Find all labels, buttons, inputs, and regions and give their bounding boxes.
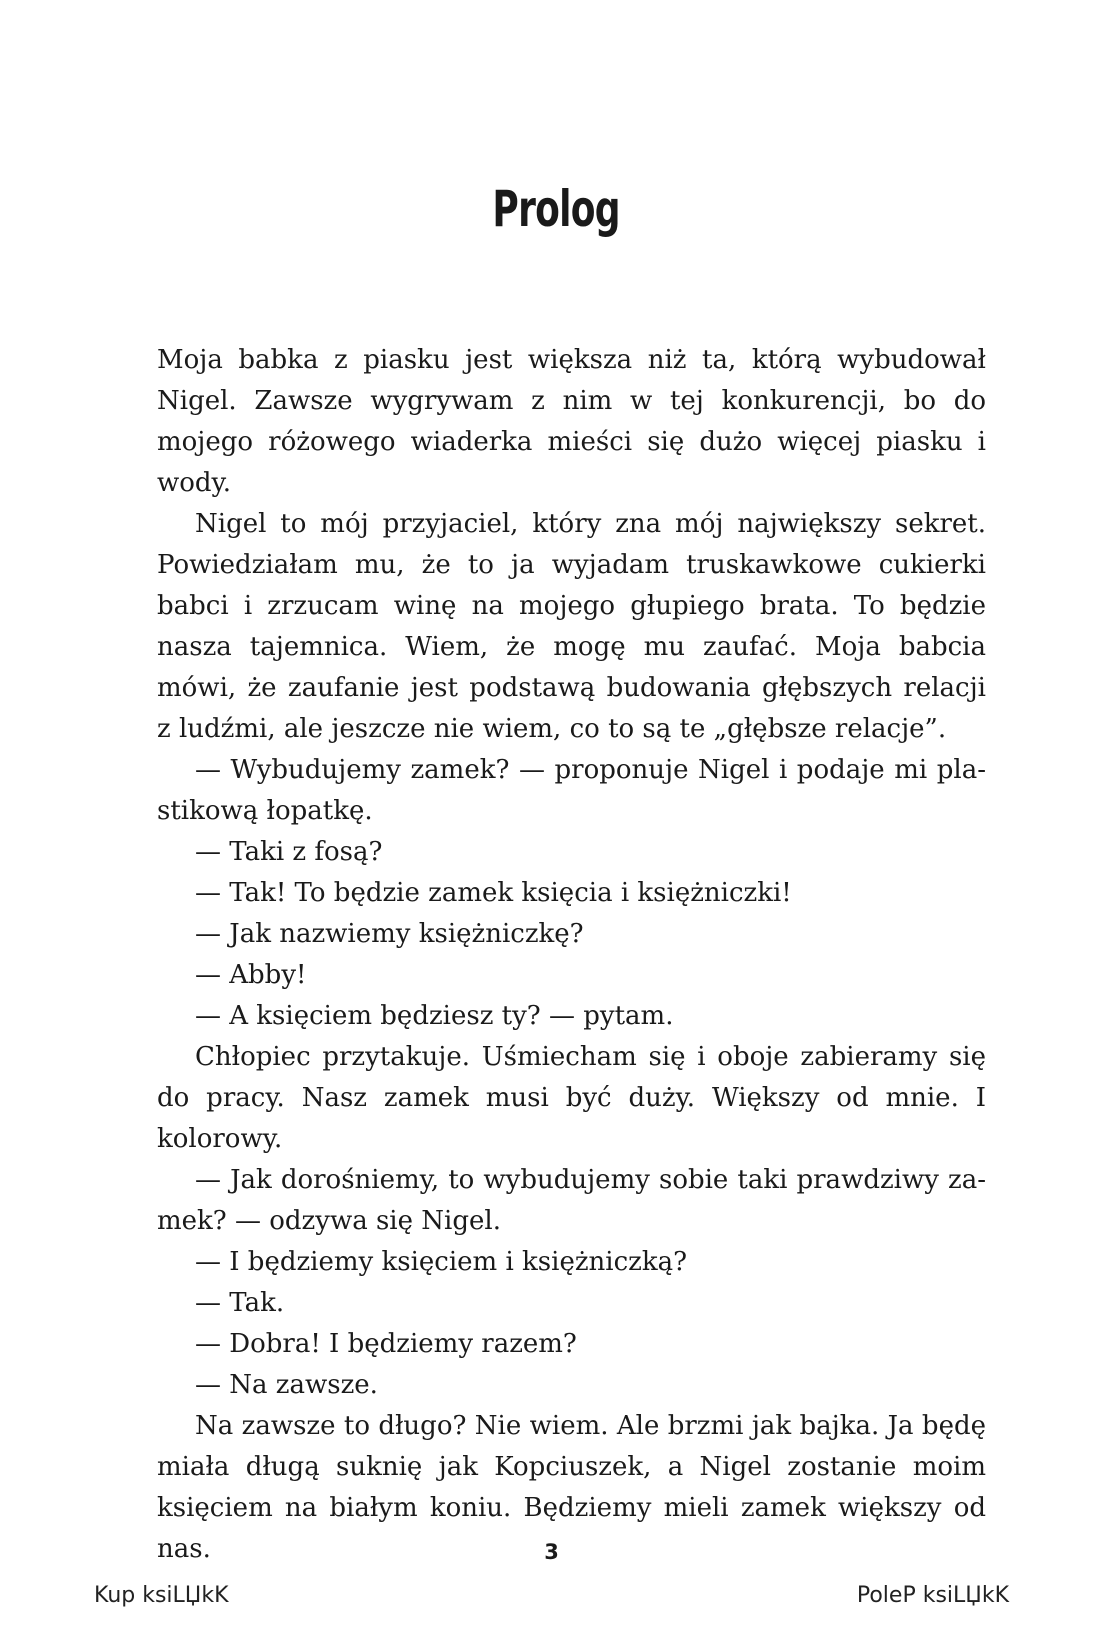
dialogue-line: — Wybudujemy zamek? — proponuje Nigel i podaje mi plastikową łopatkę. (157, 755, 986, 826)
dialogue-line: — Jak nazwiemy księżniczkę? (195, 919, 584, 949)
dialogue-line: — Jak dorośniemy, to wybudujemy sobie taki prawdziwy zamek? — odzywa się Nigel. (157, 1165, 986, 1236)
page-number: 3 (544, 1540, 559, 1564)
dialogue-line: — Abby! (195, 960, 307, 990)
chapter-title: Prolog (492, 179, 620, 238)
paragraph: Na zawsze to długo? Nie wiem. Ale brzmi jak bajka. Ja będę miała długą suknię jak Kopciuszek, a Nigel zostanie moim księciem na białym koniu. Będziemy mieli zamek większy od nas. (157, 1411, 986, 1564)
paragraph: Chłopiec przytakuje. Uśmiecham się i oboje zabieramy się do pracy. Nasz zamek musi być duży. Większy od mnie. I kolorowy. (157, 1042, 986, 1154)
paragraph: Nigel to mój przyjaciel, który zna mój największy sekret. Powiedziałam mu, że to ja wyjadam truskawkowe cukierki babci i zrzucam winę na mojego głupiego brata. To będzie nasza tajemnica. Wiem, że mogę mu zaufać. Moja babcia mówi, że zaufanie jest podstawą budowania głębszych relacji z ludźmi, ale jeszcze nie wiem, co to są te „głębsze relacje”. (157, 509, 986, 744)
dialogue-line: — Tak! To będzie zamek księcia i księżniczki! (195, 878, 792, 908)
dialogue-line: — Taki z fosą? (195, 837, 383, 867)
dialogue-line: — A księciem będziesz ty? — pytam. (195, 1001, 674, 1031)
recommend-book-link[interactable]: PoleP ksiLЏkK (856, 1583, 1009, 1608)
dialogue-line: — Tak. (195, 1288, 285, 1318)
dialogue-line: — I będziemy księciem i księżniczką? (195, 1247, 688, 1277)
dialogue-line: — Na zawsze. (195, 1370, 378, 1400)
dialogue-line: — Dobra! I będziemy razem? (195, 1329, 577, 1359)
paragraph: Moja babka z piasku jest większa niż ta, którą wybudował Nigel. Zawsze wygrywam z nim w tej konkurencji, bo do mojego różowego wiaderka mieści się dużo więcej piasku i wody. (157, 345, 986, 498)
buy-book-link[interactable]: Kup ksiLЏkK (94, 1583, 229, 1608)
body-text (157, 340, 986, 1570)
